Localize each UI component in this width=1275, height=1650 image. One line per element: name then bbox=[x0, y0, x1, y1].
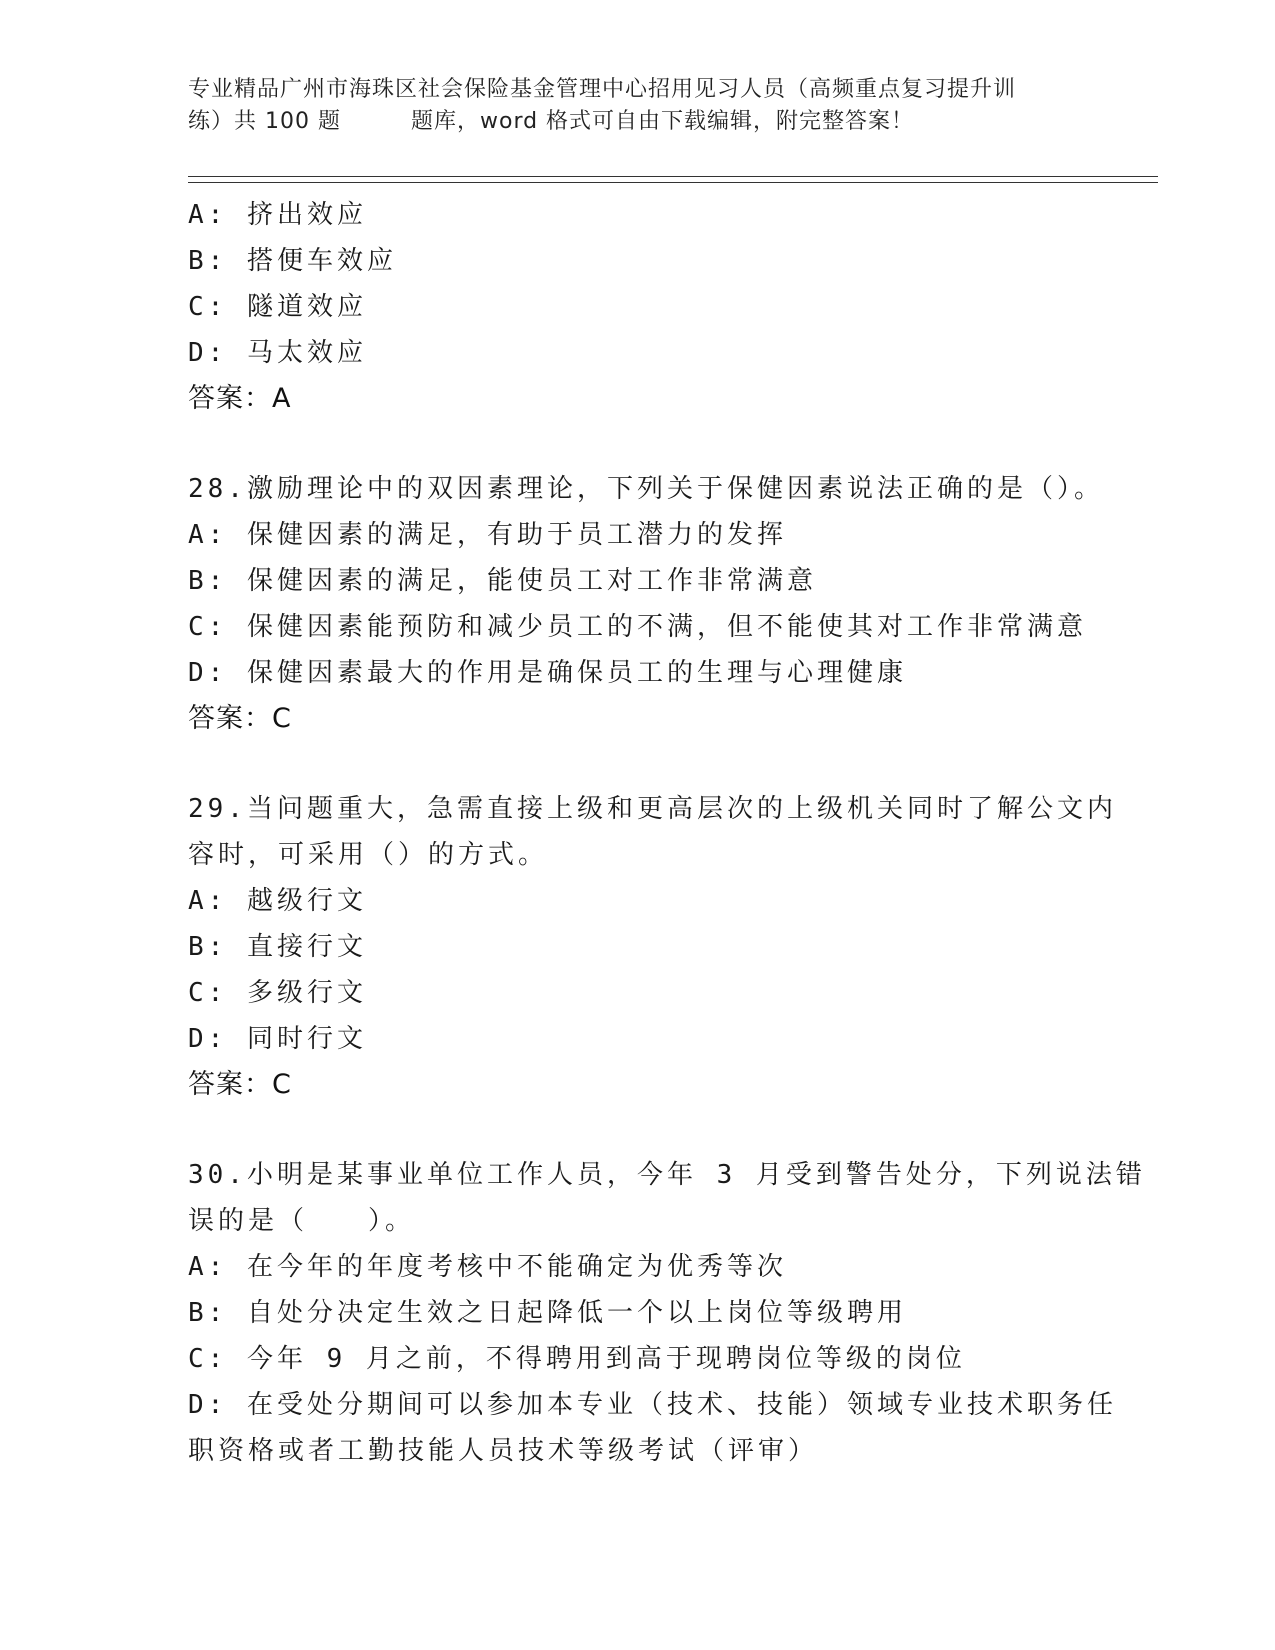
question-text: 28.激励理论中的双因素理论，下列关于保健因素说法正确的是（）。 bbox=[188, 474, 1104, 504]
header-line-2 bbox=[188, 106, 1108, 138]
option-b: B: 自处分决定生效之日起降低一个以上岗位等级聘用 bbox=[188, 1298, 907, 1328]
question-text-line-2: 容时，可采用（）的方式。 bbox=[188, 840, 549, 870]
header-rule-bottom bbox=[188, 182, 1158, 183]
question-text-line-2: 误的是（ ）。 bbox=[188, 1206, 416, 1236]
option-d-line-2: 职资格或者工勤技能人员技术等级考试（评审） bbox=[188, 1436, 819, 1466]
question-27 bbox=[188, 192, 1088, 422]
header-rule-top bbox=[188, 176, 1158, 177]
option-d-line-1: D: 在受处分期间可以参加本专业（技术、技能）领域专业技术职务任 bbox=[188, 1390, 1117, 1420]
option-c: C: 保健因素能预防和减少员工的不满，但不能使其对工作非常满意 bbox=[188, 612, 1087, 642]
answer: 答案：C bbox=[188, 703, 292, 734]
question-text-line-1: 30.小明是某事业单位工作人员，今年 3 月受到警告处分，下列说法错 bbox=[188, 1160, 1146, 1190]
question-30 bbox=[188, 1152, 1146, 1474]
option-c: C: 今年 9 月之前，不得聘用到高于现聘岗位等级的岗位 bbox=[188, 1344, 966, 1374]
header-line-2-right: 题库，word 格式可自由下载编辑，附完整答案！ bbox=[410, 109, 915, 134]
header-line-2-left: 练）共 100 题 bbox=[188, 109, 341, 134]
option-b: B: 保健因素的满足，能使员工对工作非常满意 bbox=[188, 566, 817, 596]
answer: 答案：C bbox=[188, 1069, 292, 1100]
option-a: A: 越级行文 bbox=[188, 886, 367, 916]
page-header bbox=[188, 74, 1108, 138]
answer: 答案：A bbox=[188, 383, 292, 414]
option-a: A: 保健因素的满足，有助于员工潜力的发挥 bbox=[188, 520, 787, 550]
option-a: A: 在今年的年度考核中不能确定为优秀等次 bbox=[188, 1252, 787, 1282]
option-b: B: 直接行文 bbox=[188, 932, 367, 962]
question-28 bbox=[188, 466, 1104, 742]
question-text-line-1: 29.当问题重大，急需直接上级和更高层次的上级机关同时了解公文内 bbox=[188, 794, 1117, 824]
header-line-1: 专业精品广州市海珠区社会保险基金管理中心招用见习人员（高频重点复习提升训 bbox=[188, 77, 1017, 102]
question-29 bbox=[188, 786, 1117, 1108]
option-c: C: 隧道效应 bbox=[188, 292, 367, 322]
option-d: D: 保健因素最大的作用是确保员工的生理与心理健康 bbox=[188, 658, 907, 688]
document-body bbox=[188, 192, 1146, 1474]
option-c: C: 多级行文 bbox=[188, 978, 367, 1008]
option-a: A: 挤出效应 bbox=[188, 200, 367, 230]
option-d: D: 马太效应 bbox=[188, 338, 367, 368]
option-d: D: 同时行文 bbox=[188, 1024, 367, 1054]
option-b: B: 搭便车效应 bbox=[188, 246, 397, 276]
